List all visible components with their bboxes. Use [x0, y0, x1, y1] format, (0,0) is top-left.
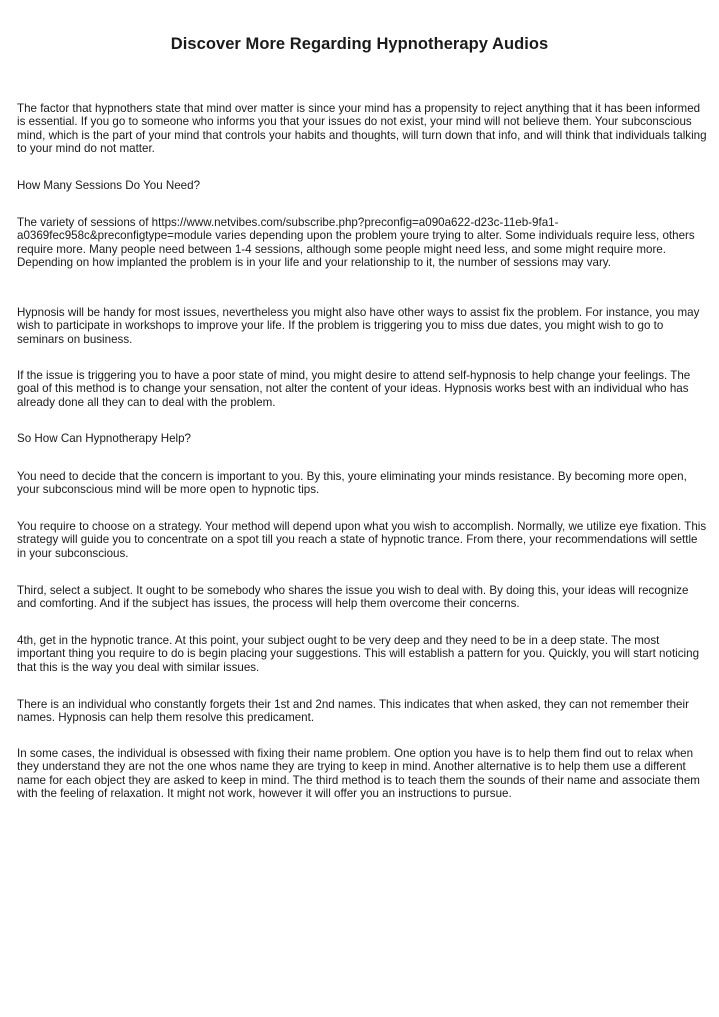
body-paragraph: The factor that hypnothers state that mind over matter is since your mind has a propensity to reject anything that it has been informed is essential. If you go to someone who informs you that your issues do not exist, your mind will not believe them. Your subconscious mind, which is the part of your mind that controls your habits and thoughts, will turn down that info, and will think that individuals talking to your mind do not matter. [17, 102, 707, 156]
section-heading: How Many Sessions Do You Need? [17, 179, 201, 192]
body-paragraph: If the issue is triggering you to have a poor state of mind, you might desire to attend self-hypnosis to help change your feelings. The goal of this method is to change your sensation, not alter the content of your ideas. Hypnosis works best with an individual who has already done all they can to deal with the problem. [17, 369, 691, 409]
body-paragraph: In some cases, the individual is obsessed with fixing their name problem. One option you have is to help them find out to relax when they understand they are not the one whos name they are trying to keep in mind. Another alternative is to help them use a different name for each object they are asked to keep in mind. The third method is to teach them the sounds of their name and associate them with the feeling of relaxation. It might not work, however it will offer you an instructions to pursue. [17, 747, 700, 801]
body-paragraph: You require to choose on a strategy. Your method will depend upon what you wish to accomplish. Normally, we utilize eye fixation. This strategy will guide you to concentrate on a spot till you reach a state of hypnotic trance. From there, your recommendations will settle in your subconscious. [17, 520, 707, 560]
body-paragraph: Hypnosis will be handy for most issues, nevertheless you might also have other ways to assist fix the problem. For instance, you may wish to participate in workshops to improve your life. If the problem is triggering you to miss due dates, you might wish to go to seminars on business. [17, 306, 700, 346]
section-heading: So How Can Hypnotherapy Help? [17, 432, 192, 445]
page-title: Discover More Regarding Hypnotherapy Audios [170, 35, 549, 53]
body-paragraph: There is an individual who constantly forgets their 1st and 2nd names. This indicates that when asked, they can not remember their names. Hypnosis can help them resolve this predicament. [17, 698, 689, 725]
body-paragraph: 4th, get in the hypnotic trance. At this point, your subject ought to be very deep and they need to be in a deep state. The most important thing you require to do is begin placing your suggestions. This will establish a pattern for you. Quickly, you will start noticing that this is the way you deal with similar issues. [17, 634, 700, 674]
body-paragraph: You need to decide that the concern is important to you. By this, youre eliminating your minds resistance. By becoming more open, your subconscious mind will be more open to hypnotic tips. [17, 470, 687, 497]
body-paragraph: Third, select a subject. It ought to be somebody who shares the issue you wish to deal with. By doing this, your ideas will recognize and comforting. And if the subject has issues, the process will help them overcome their concerns. [17, 584, 689, 611]
body-paragraph: The variety of sessions of https://www.netvibes.com/subscribe.php?preconfig=a090a622-d23c-11eb-9fa1-a0369fec958c&preconfigtype=module varies depending upon the problem youre trying to alter. Some individuals require less, others require more. Many people need between 1-4 sessions, although some people might need less, and some might require more. Depending on how implanted the problem is in your life and your relationship to it, the number of sessions may vary. [17, 216, 695, 270]
